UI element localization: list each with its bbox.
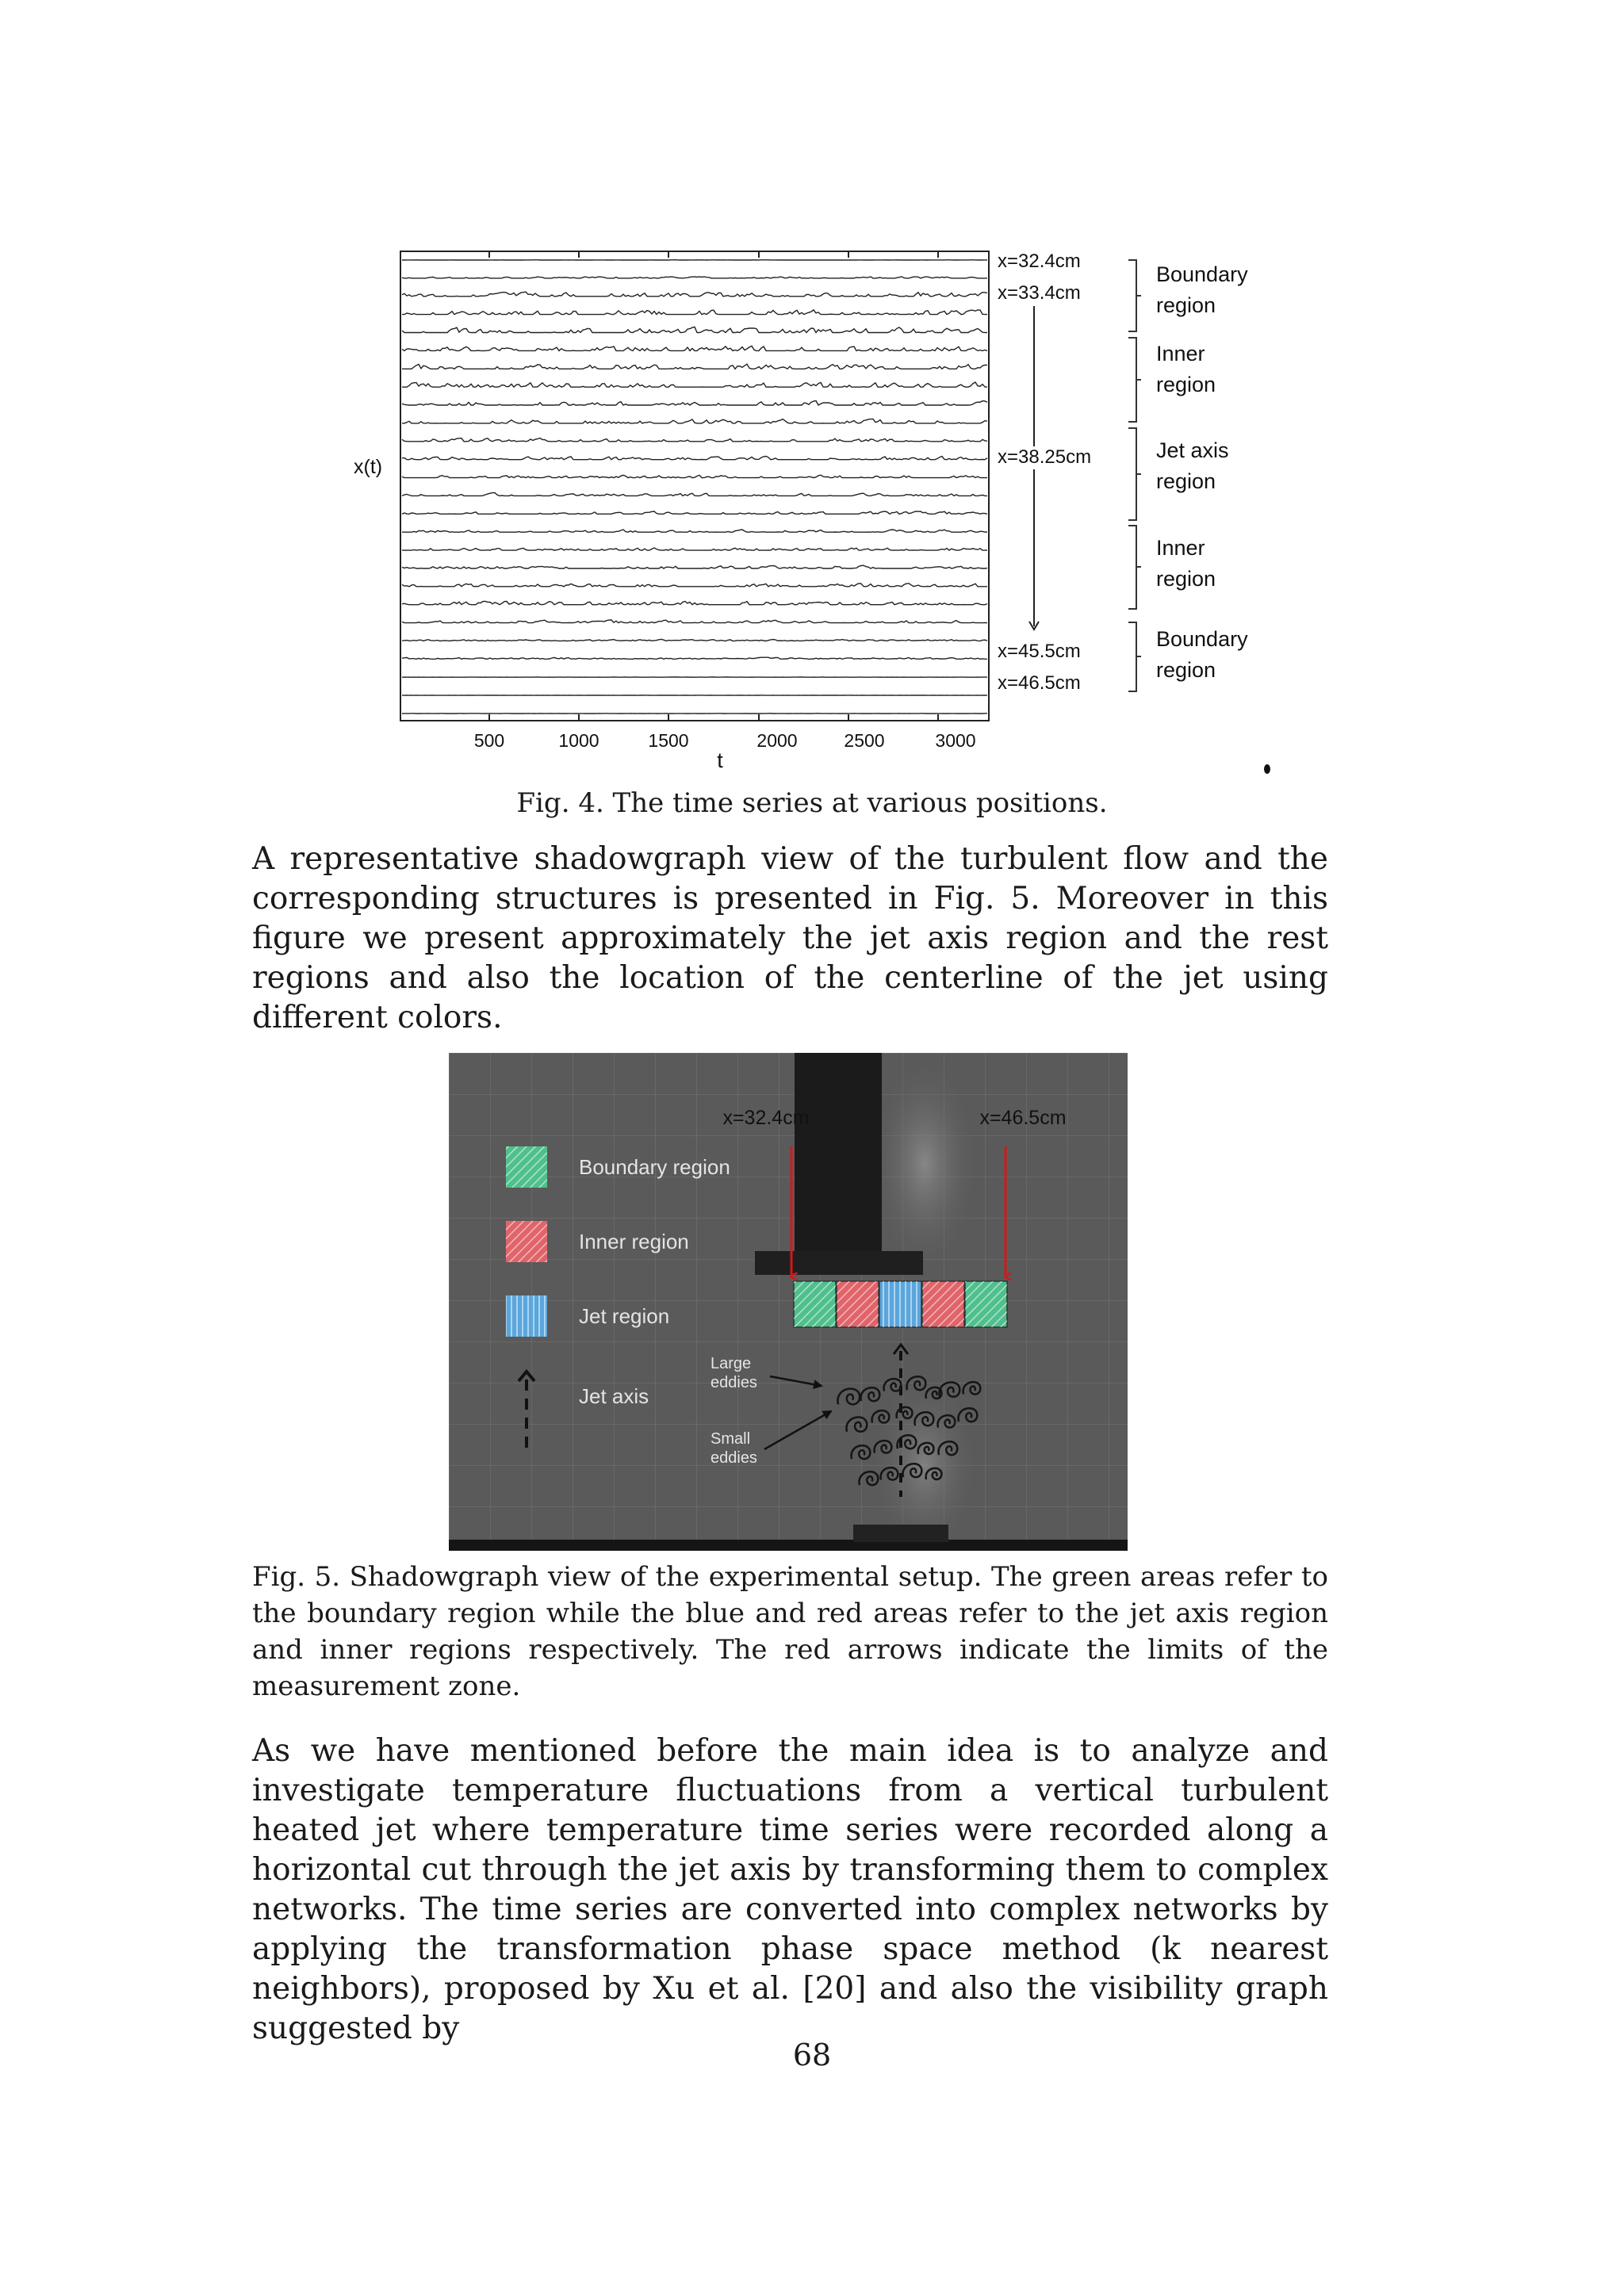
paragraph-2 [252,1732,1328,2049]
x-tick-label: 3000 [935,729,976,751]
x-tick-label: 2000 [756,729,798,751]
bracket-inner-bottom [1128,526,1141,609]
position-label-38-25: x=38.25cm [998,446,1092,468]
time-series-trace [402,277,987,278]
time-series-trace [402,327,987,332]
time-series-trace [402,475,987,477]
region-label: region [1156,293,1216,317]
page-number: 68 [792,2038,832,2072]
time-series-trace [402,438,987,442]
photo-bottom-bar [449,1540,1128,1551]
time-series-plot [349,238,1300,777]
shadowgraph-image [449,1053,1128,1551]
paragraph-1-text: A representative shadowgraph view of the turbulent flow and the corresponding structures is presented in Fig. 5. Moreover in this figure we present approximately the jet axis region and the rest regions and also the location of the centerline of the jet using different colors. [252,841,1328,1035]
large-eddies-label: eddies [710,1374,757,1391]
heat-source [853,1525,948,1542]
bracket-boundary-bottom [1128,622,1141,691]
position-label-46-5: x=46.5cm [998,672,1081,694]
bracket-jet-axis [1128,428,1141,520]
time-series-trace [402,657,987,659]
plot-frame [400,251,989,721]
x-tick-label: 2500 [844,729,885,751]
position-label-45-5: x=45.5cm [998,641,1081,662]
time-series-trace [402,584,987,587]
time-series-trace [402,493,987,496]
x-tick-label: 1000 [558,729,599,751]
nozzle [795,1053,882,1255]
paragraph-1 [252,840,1328,1038]
small-eddies-label: Small [710,1430,751,1448]
time-series-trace [402,292,987,297]
region-label: Jet axis [1156,438,1229,462]
time-series-trace [402,620,987,623]
time-series-trace [402,419,987,423]
y-axis-label: x(t) [354,456,383,478]
top-ticks [489,251,938,258]
plume-texture [869,1053,980,1275]
time-series-trace [402,382,987,387]
figure-4-caption: Fig. 4. The time series at various positions. [516,787,1108,819]
time-series-trace [402,602,987,605]
arrow-left-label: x=32.4cm [722,1107,810,1129]
time-series-trace [402,511,987,514]
region-label: region [1156,658,1216,682]
time-series-trace [402,401,987,406]
paragraph-2-text: As we have mentioned before the main idea is to analyze and investigate temperature fluctuations from a vertical turbulent heated jet where temperature time series were recorded along a horizontal cut through the jet axis by transforming them to complex networks. The time series are converted into complex networks by applying the transformation phase space method (k nearest neighbors), proposed by Xu et al. [20] and also the visibility graph suggested by [252,1733,1328,2046]
bottom-ticks [489,714,938,721]
time-series-trace [402,346,987,350]
nozzle-base [755,1251,923,1275]
region-label: Inner [1156,536,1205,560]
time-series-traces [402,260,987,714]
x-tick-label: 500 [473,729,505,751]
legend-label-boundary: Boundary region [579,1155,730,1179]
region-label: Boundary [1156,262,1248,286]
x-axis-label: t [717,748,723,772]
figure-5-caption: Fig. 5. Shadowgraph view of the experimental setup. The green areas refer to the boundary region while the blue and red areas refer to the jet axis region and inner regions respectively. The red arrows indicate the limits of the measurement zone. [252,1561,1328,1702]
region-label: region [1156,469,1216,493]
time-series-trace [402,364,987,369]
x-tick-label: 1500 [648,729,689,751]
time-series-trace [402,310,987,315]
figure-5 [449,1053,1128,1551]
bracket-inner-top [1128,338,1141,422]
region-brackets [1128,260,1141,691]
region-label: Boundary [1156,627,1248,651]
region-label: region [1156,373,1216,396]
region-label: region [1156,567,1216,591]
legend-label-axis: Jet axis [579,1384,649,1408]
large-eddies-label: Large [710,1355,752,1372]
bracket-boundary-top [1128,260,1141,331]
arrow-right-label: x=46.5cm [979,1107,1067,1129]
time-series-trace [402,548,987,550]
position-label-32-4: x=32.4cm [998,251,1081,272]
position-label-33-4: x=33.4cm [998,282,1081,304]
time-series-trace [402,639,987,641]
figure-4 [349,238,1300,777]
time-series-trace [402,530,987,532]
small-eddies-label: eddies [710,1449,757,1467]
region-squares [794,1281,1007,1327]
region-label: Inner [1156,342,1205,365]
time-series-trace [402,565,987,568]
legend-label-jet: Jet region [579,1304,670,1328]
stray-mark [1264,764,1270,774]
legend-label-inner: Inner region [579,1230,689,1253]
time-series-trace [402,457,987,460]
